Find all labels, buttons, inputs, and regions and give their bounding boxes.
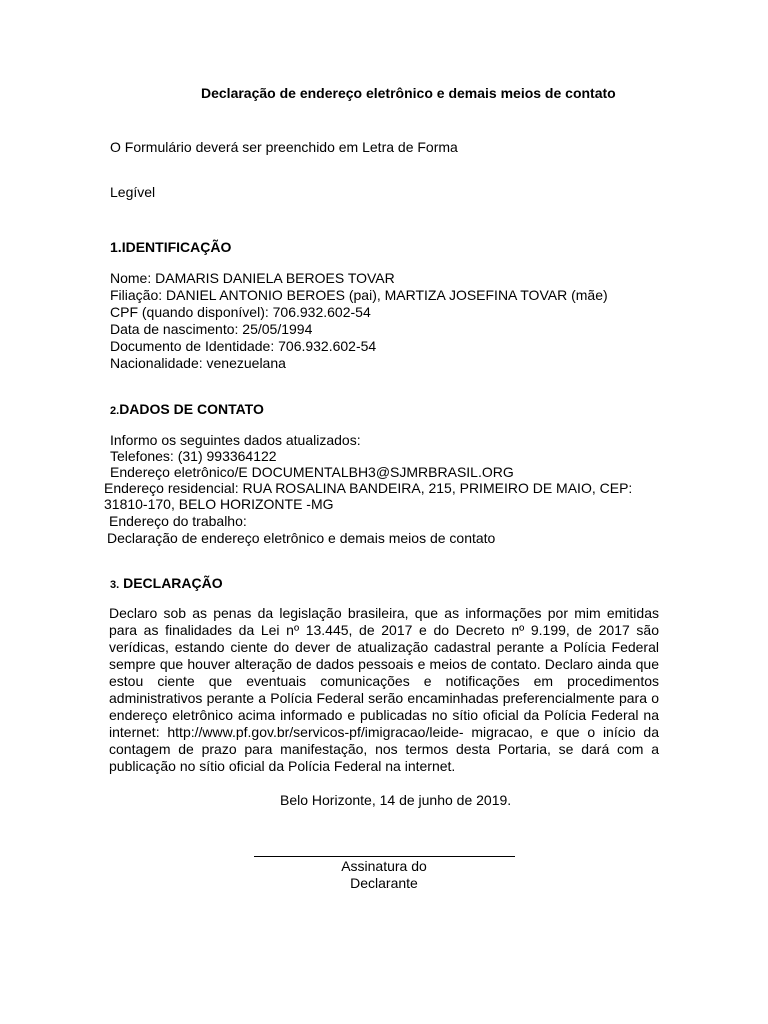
section-1-number: 1. [110,239,122,255]
instruction-line-1: O Formulário deverá ser preenchido em Letra de Forma [110,139,458,155]
field-endereco-trabalho-valor: Declaração de endereço eletrônico e demais meios de contato [107,530,496,546]
declaration-text: Declaro sob as penas da legislação brasileira, que as informações por mim emitidas para as finalidades da Lei nº 13.445, de 2017 e do Decreto nº 9.199, de 2017 são verídicas, estando ciente do dever de atualização cadastral perante a Polícia Federal sempre que houver alteração de dados pessoais e meios de contato. Declaro ainda que estou ciente que eventuais comunicações e notificações em procedimentos administrativos perante a Polícia Federal serão encaminhadas preferencialmente para o endereço eletrônico acima informado e publicadas no sítio oficial da Polícia Federal na internet: http://www.pf.gov.br/servicos-pf/imigracao/leide- migracao, e que o início da contagem de prazo para manifestação, nos termos desta Portaria, se dará com a publicação no sítio oficial da Polícia Federal na internet. [109,605,659,774]
field-endereco-residencial: Endereço residencial: RUA ROSALINA BANDEIRA, 215, PRIMEIRO DE MAIO, CEP: [104,480,633,496]
field-endereco-residencial-cont: 31810-170, BELO HORIZONTE -MG [104,496,334,512]
section-1-title: IDENTIFICAÇÃO [121,239,232,255]
section-3-heading [110,575,223,594]
field-nome: Nome: DAMARIS DANIELA BEROES TOVAR [110,270,395,286]
section-2-number: 2. [110,405,120,417]
signature-line [254,856,515,857]
section-3-title: DECLARAÇÃO [119,575,223,591]
field-data-nascimento: Data de nascimento: 25/05/1994 [110,321,313,337]
section-1-heading [110,239,231,256]
field-documento-identidade: Documento de Identidade: 706.932.602-54 [110,338,377,354]
field-endereco-trabalho: Endereço do trabalho: [109,513,247,529]
field-filiacao: Filiação: DANIEL ANTONIO BEROES (pai), MARTIZA JOSEFINA TOVAR (mãe) [110,287,608,303]
place-date: Belo Horizonte, 14 de junho de 2019. [280,792,512,808]
instruction-line-2: Legível [110,184,156,200]
field-nacionalidade: Nacionalidade: venezuelana [110,355,286,371]
document-title: Declaração de endereço eletrônico e demais meios de contato [201,85,616,101]
signature-label-2: Declarante [350,875,418,891]
field-telefones: Telefones: (31) 993364122 [110,448,277,464]
field-email: Endereço eletrônico/E DOCUMENTALBH3@SJMRBRASIL.ORG [110,464,514,480]
section-2-title: DADOS DE CONTATO [119,401,264,417]
field-cpf: CPF (quando disponível): 706.932.602-54 [110,304,371,320]
section-2-heading [110,401,264,420]
signature-label-1: Assinatura do [341,858,427,874]
section-3-number: 3. [110,579,120,591]
contact-intro: Informo os seguintes dados atualizados: [110,432,361,448]
